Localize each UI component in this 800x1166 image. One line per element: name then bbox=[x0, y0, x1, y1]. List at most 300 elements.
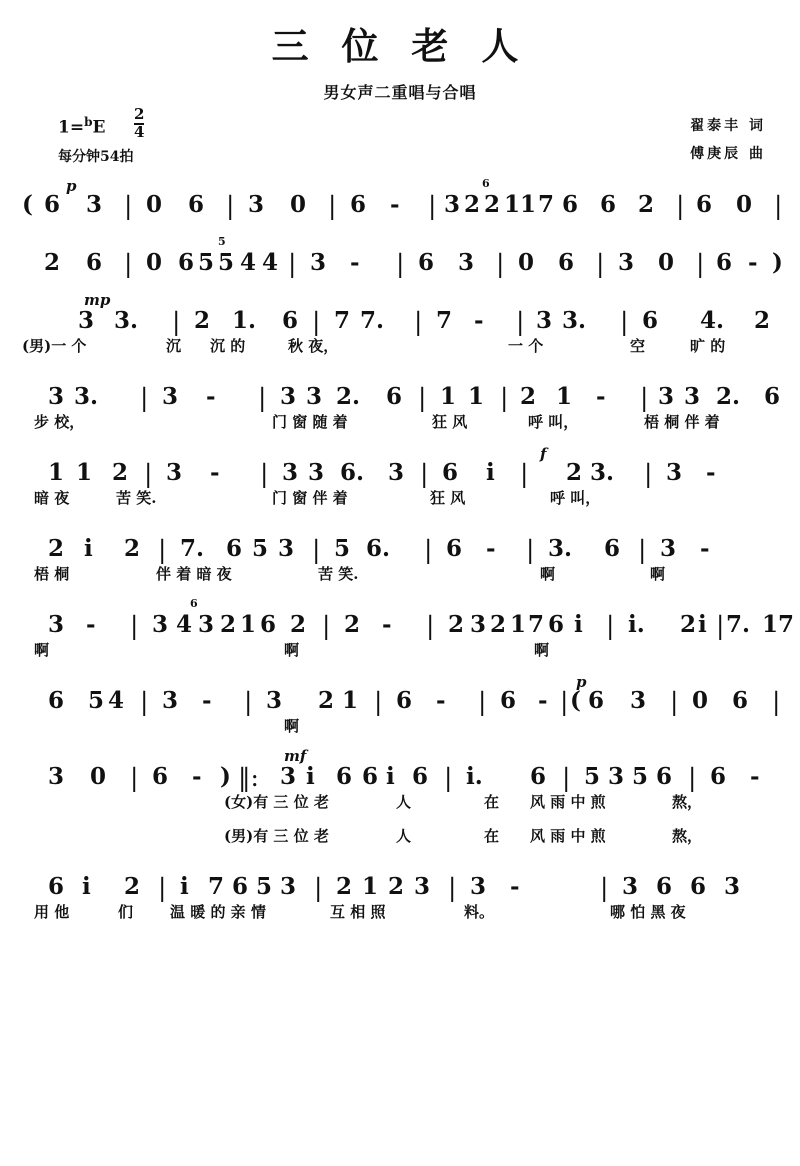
lyric-word: 沉 bbox=[166, 337, 182, 355]
note-token: | bbox=[130, 763, 139, 792]
note-token: | bbox=[426, 611, 435, 640]
note-token: 6 bbox=[232, 873, 249, 900]
note-token: 3 bbox=[470, 873, 487, 900]
composer-credit: 傅庚辰 曲 bbox=[690, 146, 766, 162]
note-token: 6 bbox=[44, 191, 61, 218]
lyric-word: 暗 夜 bbox=[34, 489, 70, 507]
lyric-line-female bbox=[0, 791, 800, 825]
lyric-word: 门 窗 伴 着 bbox=[272, 489, 348, 507]
note-token: 3 bbox=[280, 873, 297, 900]
note-token: 3 bbox=[78, 307, 95, 334]
note-token: 1 bbox=[76, 459, 93, 486]
note-token: | bbox=[226, 191, 235, 220]
note-token: i. bbox=[466, 763, 483, 790]
note-token: 3 bbox=[48, 383, 65, 410]
note-token: | bbox=[772, 687, 781, 716]
note-token: 2 bbox=[194, 307, 211, 334]
lyric-line-male bbox=[0, 825, 800, 859]
note-token: | bbox=[640, 383, 649, 412]
note-token: | bbox=[124, 249, 133, 278]
lyric-word: 啊 bbox=[650, 565, 666, 583]
note-token: 5 bbox=[584, 763, 601, 790]
lyric-word: 苦 笑. bbox=[318, 565, 359, 583]
lyric-word: 梧 桐 伴 着 bbox=[644, 413, 720, 431]
note-token: 2 bbox=[680, 611, 697, 638]
note-token: | bbox=[516, 307, 525, 336]
key-prefix: 1= bbox=[58, 117, 85, 138]
lyric-line bbox=[0, 335, 800, 369]
note-token: 3 bbox=[48, 763, 65, 790]
note-token: 0 bbox=[658, 249, 675, 276]
note-token: 2 bbox=[388, 873, 405, 900]
note-token: - bbox=[700, 535, 710, 562]
note-token: | bbox=[374, 687, 383, 716]
note-token: 6 bbox=[362, 763, 379, 790]
note-token: 0 bbox=[146, 249, 163, 276]
lyric-word: 在 bbox=[484, 793, 500, 811]
note-token: 3 bbox=[162, 383, 179, 410]
lyric-word: 人 bbox=[396, 793, 412, 811]
note-token: - bbox=[390, 191, 400, 218]
lyric-word: 呼 叫， bbox=[550, 489, 601, 507]
note-token: | bbox=[158, 873, 167, 902]
note-token: | bbox=[260, 459, 269, 488]
note-token: - bbox=[510, 873, 520, 900]
note-token: ) bbox=[220, 763, 231, 790]
note-token: - bbox=[382, 611, 392, 638]
note-token: 6 bbox=[336, 763, 353, 790]
lyric-word: 哪 怕 黑 夜 bbox=[610, 903, 686, 921]
note-token: 6 bbox=[48, 873, 65, 900]
note-token: 3 bbox=[536, 307, 553, 334]
tuplet-number: 5 bbox=[218, 235, 226, 248]
note-token: ( bbox=[22, 191, 33, 218]
note-token: 3 bbox=[458, 249, 475, 276]
note-token: 6 bbox=[716, 249, 733, 276]
note-token: 6 bbox=[386, 383, 403, 410]
lyric-word: 苦 笑. bbox=[116, 489, 157, 507]
dynamic-marking: mp bbox=[84, 291, 111, 309]
note-token: 2 bbox=[44, 249, 61, 276]
lyric-word: 啊 bbox=[34, 641, 50, 659]
note-token: 7 bbox=[538, 191, 555, 218]
note-token: 6 bbox=[396, 687, 413, 714]
note-token: 6 bbox=[710, 763, 727, 790]
note-token: 2 bbox=[112, 459, 129, 486]
note-token: 6 bbox=[226, 535, 243, 562]
note-token: - bbox=[486, 535, 496, 562]
note-token: 3 bbox=[278, 535, 295, 562]
note-token: | bbox=[500, 383, 509, 412]
note-token: i bbox=[82, 873, 91, 900]
key-signature bbox=[58, 115, 105, 138]
lyric-word: 们 bbox=[118, 903, 134, 921]
note-token: 3. bbox=[74, 383, 99, 410]
note-token: 2 bbox=[344, 611, 361, 638]
note-token: 3 bbox=[608, 763, 625, 790]
music-system bbox=[0, 369, 800, 411]
note-token: | bbox=[140, 687, 149, 716]
note-token: | bbox=[638, 535, 647, 564]
note-token: i bbox=[306, 763, 315, 790]
note-token: 3 bbox=[48, 611, 65, 638]
note-token: | bbox=[288, 249, 297, 278]
note-token: | bbox=[420, 459, 429, 488]
note-token: 6 bbox=[418, 249, 435, 276]
note-token: 6 bbox=[260, 611, 277, 638]
note-token: i bbox=[574, 611, 583, 638]
note-token: i bbox=[486, 459, 495, 486]
page-subtitle: 男女声二重唱与合唱 bbox=[323, 83, 477, 102]
note-token: 6 bbox=[178, 249, 195, 276]
note-token: | bbox=[124, 191, 133, 220]
lyric-word: 料。 bbox=[464, 903, 495, 921]
music-system bbox=[0, 521, 800, 563]
note-token: 3 bbox=[308, 459, 325, 486]
note-token: - bbox=[596, 383, 606, 410]
note-token: 6 bbox=[656, 763, 673, 790]
note-token: 7 bbox=[436, 307, 453, 334]
dynamic-marking: mf bbox=[284, 747, 307, 765]
note-token: 6 bbox=[604, 535, 621, 562]
note-token: 1 bbox=[762, 611, 779, 638]
lyric-word: 沉 的 bbox=[210, 337, 246, 355]
note-token: 3 bbox=[280, 763, 297, 790]
note-token: 2. bbox=[336, 383, 361, 410]
note-token: 2 bbox=[124, 535, 141, 562]
note-token: | bbox=[418, 383, 427, 412]
lyric-word: 梧 桐 bbox=[34, 565, 70, 583]
page-title: 三 位 老 人 bbox=[271, 24, 529, 68]
note-token: - bbox=[350, 249, 360, 276]
note-token: 2 bbox=[290, 611, 307, 638]
lyric-word: 伴 着 暗 夜 bbox=[156, 565, 232, 583]
note-token: 2 bbox=[520, 383, 537, 410]
note-token: 3. bbox=[562, 307, 587, 334]
note-token: 3 bbox=[248, 191, 265, 218]
note-token: 6. bbox=[340, 459, 365, 486]
music-system bbox=[0, 293, 800, 335]
lyric-word: 呼 叫， bbox=[528, 413, 579, 431]
note-token: | bbox=[424, 535, 433, 564]
note-token: | bbox=[328, 191, 337, 220]
note-token: 5 bbox=[334, 535, 351, 562]
music-system bbox=[0, 749, 800, 791]
note-token: - bbox=[748, 249, 758, 276]
lyric-word: (男)有 三 位 老 bbox=[224, 827, 329, 845]
note-token: 3 bbox=[310, 249, 327, 276]
note-token: 1 bbox=[48, 459, 65, 486]
note-token: - bbox=[706, 459, 716, 486]
note-token: 6 bbox=[656, 873, 673, 900]
score-metadata bbox=[0, 105, 800, 173]
note-token: 6 bbox=[696, 191, 713, 218]
note-token: | bbox=[688, 763, 697, 792]
lyric-word: 熬， bbox=[672, 827, 703, 845]
note-token: 6 bbox=[48, 687, 65, 714]
tuplet-number: 6 bbox=[482, 177, 490, 190]
note-token: 3 bbox=[622, 873, 639, 900]
sheet-music-page bbox=[0, 16, 800, 1166]
note-token: 3 bbox=[166, 459, 183, 486]
note-token: 2 bbox=[754, 307, 771, 334]
note-token: 6 bbox=[152, 763, 169, 790]
note-token: 7 bbox=[778, 611, 795, 638]
note-token: ( bbox=[570, 687, 581, 714]
note-token: 3 bbox=[658, 383, 675, 410]
note-token: i bbox=[84, 535, 93, 562]
note-token: 3. bbox=[114, 307, 139, 334]
note-token: | bbox=[312, 307, 321, 336]
note-token: i bbox=[180, 873, 189, 900]
lyric-word: 在 bbox=[484, 827, 500, 845]
note-token: 5 bbox=[252, 535, 269, 562]
note-token: 6 bbox=[350, 191, 367, 218]
note-token: 5 bbox=[256, 873, 273, 900]
note-token: | bbox=[606, 611, 615, 640]
lyric-line bbox=[0, 411, 800, 445]
note-token: 3 bbox=[282, 459, 299, 486]
note-token: 1 bbox=[362, 873, 379, 900]
note-token: | bbox=[596, 249, 605, 278]
note-token: 3 bbox=[660, 535, 677, 562]
lyric-word: 啊 bbox=[284, 717, 300, 735]
lyric-line bbox=[0, 639, 800, 673]
note-token: 3 bbox=[280, 383, 297, 410]
note-token: 0 bbox=[692, 687, 709, 714]
note-token: 7. bbox=[360, 307, 385, 334]
note-token: 6 bbox=[500, 687, 517, 714]
note-token: 3 bbox=[86, 191, 103, 218]
note-token: 2 bbox=[48, 535, 65, 562]
note-token: 6 bbox=[600, 191, 617, 218]
note-token: 7 bbox=[208, 873, 225, 900]
note-token: i bbox=[698, 611, 707, 638]
note-token: 1 bbox=[440, 383, 457, 410]
note-token: | bbox=[428, 191, 437, 220]
note-token: | bbox=[478, 687, 487, 716]
lyric-word: (女)有 三 位 老 bbox=[224, 793, 329, 811]
note-token: 3. bbox=[590, 459, 615, 486]
note-token: | bbox=[158, 535, 167, 564]
note-token: 3 bbox=[724, 873, 741, 900]
note-token: - bbox=[436, 687, 446, 714]
note-token: 6 bbox=[282, 307, 299, 334]
note-token: 4 bbox=[262, 249, 279, 276]
note-token: 0 bbox=[290, 191, 307, 218]
note-token: - bbox=[86, 611, 96, 638]
note-token: 6. bbox=[366, 535, 391, 562]
note-token: | bbox=[414, 307, 423, 336]
note-token: 5 bbox=[198, 249, 215, 276]
note-token: 2 bbox=[566, 459, 583, 486]
note-token: 6 bbox=[530, 763, 547, 790]
note-token: - bbox=[206, 383, 216, 410]
note-token: 5 bbox=[88, 687, 105, 714]
note-token: 4 bbox=[108, 687, 125, 714]
note-token: 6 bbox=[690, 873, 707, 900]
note-token: 6 bbox=[642, 307, 659, 334]
note-token: 2 bbox=[484, 191, 501, 218]
note-token: 3 bbox=[684, 383, 701, 410]
lyric-word: 一 个 bbox=[508, 337, 544, 355]
note-token: | bbox=[496, 249, 505, 278]
note-token: 0 bbox=[90, 763, 107, 790]
lyric-word: 熬， bbox=[672, 793, 703, 811]
note-token: | bbox=[444, 763, 453, 792]
lyric-word: 狂 风 bbox=[432, 413, 468, 431]
note-token: 2. bbox=[716, 383, 741, 410]
note-token: - bbox=[474, 307, 484, 334]
note-token: 7 bbox=[334, 307, 351, 334]
music-system bbox=[0, 177, 800, 235]
note-token: 2 bbox=[318, 687, 335, 714]
note-token: 7. bbox=[180, 535, 205, 562]
note-token: 1 bbox=[520, 191, 537, 218]
time-numerator: 2 bbox=[134, 105, 145, 123]
note-token: | bbox=[560, 687, 569, 716]
note-token: - bbox=[750, 763, 760, 790]
note-token: 2 bbox=[638, 191, 655, 218]
note-token: - bbox=[192, 763, 202, 790]
note-token: 3. bbox=[548, 535, 573, 562]
note-token: 3 bbox=[444, 191, 461, 218]
lyricist-credit: 翟泰丰 词 bbox=[690, 118, 766, 134]
note-token: 7 bbox=[528, 611, 545, 638]
note-token: | bbox=[670, 687, 679, 716]
lyric-word: 啊 bbox=[284, 641, 300, 659]
note-token: 1 bbox=[240, 611, 257, 638]
lyric-word: 空 bbox=[630, 337, 646, 355]
lyric-word: 温 暖 的 亲 情 bbox=[170, 903, 266, 921]
note-token: 2 bbox=[490, 611, 507, 638]
note-token: | bbox=[312, 535, 321, 564]
note-token: 1 bbox=[504, 191, 521, 218]
flat-symbol: b bbox=[84, 115, 93, 129]
note-token: 6 bbox=[732, 687, 749, 714]
note-token: | bbox=[244, 687, 253, 716]
note-token: 0 bbox=[146, 191, 163, 218]
note-token: 0 bbox=[736, 191, 753, 218]
note-token: 3 bbox=[266, 687, 283, 714]
note-token: 4 bbox=[240, 249, 257, 276]
note-token: | bbox=[774, 191, 783, 220]
note-token: | bbox=[520, 459, 529, 488]
note-token: | bbox=[140, 383, 149, 412]
note-token: 6 bbox=[442, 459, 459, 486]
note-token: 6 bbox=[446, 535, 463, 562]
note-token: 6 bbox=[86, 249, 103, 276]
note-token: 3 bbox=[618, 249, 635, 276]
lyric-word: 人 bbox=[396, 827, 412, 845]
note-token: | bbox=[716, 611, 725, 640]
note-token: 2 bbox=[448, 611, 465, 638]
lyric-word: 风 雨 中 煎 bbox=[530, 793, 606, 811]
note-token: - bbox=[210, 459, 220, 486]
note-token: 4 bbox=[176, 611, 193, 638]
note-token: - bbox=[538, 687, 548, 714]
note-token: i. bbox=[628, 611, 645, 638]
time-denominator: 4 bbox=[134, 122, 145, 141]
dynamic-marking: p bbox=[66, 177, 77, 195]
tempo-marking: 每分钟54拍 bbox=[58, 149, 134, 165]
note-token: 6 bbox=[562, 191, 579, 218]
note-token: 1 bbox=[468, 383, 485, 410]
lyric-word: 用 他 bbox=[34, 903, 70, 921]
lyric-line bbox=[0, 487, 800, 521]
note-token: 3 bbox=[414, 873, 431, 900]
note-token: ‖: bbox=[238, 763, 259, 792]
note-token: | bbox=[314, 873, 323, 902]
music-system bbox=[0, 597, 800, 639]
note-token: | bbox=[696, 249, 705, 278]
note-token: | bbox=[676, 191, 685, 220]
music-body bbox=[0, 177, 800, 935]
lyric-line bbox=[0, 715, 800, 749]
note-token: - bbox=[202, 687, 212, 714]
note-token: 3 bbox=[470, 611, 487, 638]
note-token: 6 bbox=[188, 191, 205, 218]
note-token: 6 bbox=[558, 249, 575, 276]
note-token: | bbox=[448, 873, 457, 902]
note-token: 5 bbox=[218, 249, 235, 276]
note-token: ) bbox=[772, 249, 783, 276]
lyric-word: 风 雨 中 煎 bbox=[530, 827, 606, 845]
lyric-word: 啊 bbox=[540, 565, 556, 583]
lyric-word: 门 窗 随 着 bbox=[272, 413, 348, 431]
note-token: 6 bbox=[588, 687, 605, 714]
note-token: 1. bbox=[232, 307, 257, 334]
note-token: | bbox=[172, 307, 181, 336]
note-token: | bbox=[258, 383, 267, 412]
note-token: i bbox=[386, 763, 395, 790]
lyric-line bbox=[0, 901, 800, 935]
note-token: | bbox=[396, 249, 405, 278]
note-token: | bbox=[562, 763, 571, 792]
note-token: | bbox=[644, 459, 653, 488]
note-token: 1 bbox=[510, 611, 527, 638]
lyric-word: 互 相 照 bbox=[330, 903, 386, 921]
note-token: 7. bbox=[726, 611, 751, 638]
music-system bbox=[0, 235, 800, 293]
lyric-line bbox=[0, 563, 800, 597]
music-system bbox=[0, 859, 800, 901]
note-token: | bbox=[620, 307, 629, 336]
note-token: 0 bbox=[518, 249, 535, 276]
note-token: 3 bbox=[306, 383, 323, 410]
lyric-word: 秋 夜， bbox=[288, 337, 339, 355]
note-token: 2 bbox=[220, 611, 237, 638]
lyric-word: 狂 风 bbox=[430, 489, 466, 507]
dynamic-marking: p bbox=[576, 673, 587, 691]
music-system bbox=[0, 673, 800, 715]
note-token: | bbox=[526, 535, 535, 564]
note-token: 3 bbox=[152, 611, 169, 638]
note-token: 6 bbox=[548, 611, 565, 638]
note-token: 1 bbox=[556, 383, 573, 410]
dynamic-marking: f bbox=[540, 445, 547, 463]
note-token: | bbox=[322, 611, 331, 640]
note-token: 2 bbox=[124, 873, 141, 900]
note-token: 3 bbox=[162, 687, 179, 714]
lyric-word: (男)一 个 bbox=[22, 337, 87, 355]
note-token: 6 bbox=[764, 383, 781, 410]
note-token: 3 bbox=[198, 611, 215, 638]
note-token: 2 bbox=[336, 873, 353, 900]
note-token: 3 bbox=[388, 459, 405, 486]
note-token: | bbox=[144, 459, 153, 488]
lyric-word: 旷 的 bbox=[690, 337, 726, 355]
